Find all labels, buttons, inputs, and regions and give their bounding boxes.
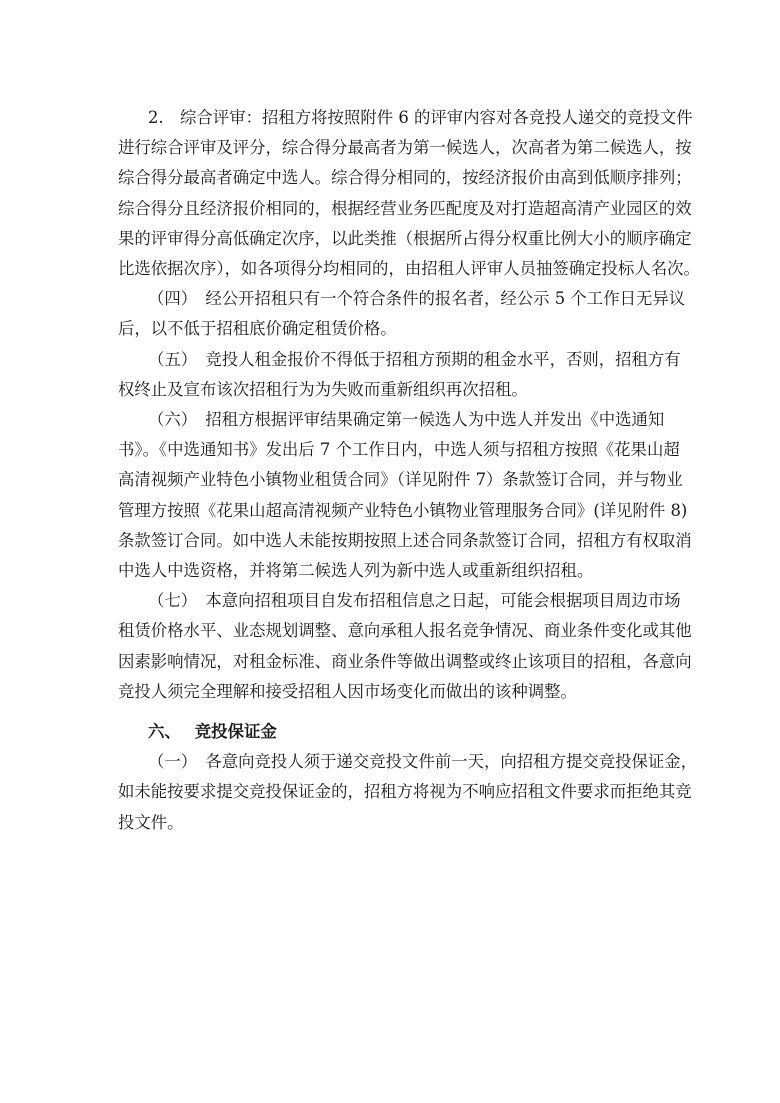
text-line: 2. 综合评审：招租方将按照附件 6 的评审内容对各竞投人递交的竞投文件 xyxy=(148,108,693,127)
text-line: 综合得分最高者确定中选人。综合得分相同的，按经济报价由高到低顺序排列； xyxy=(118,168,692,188)
section-number: 六、 xyxy=(148,722,181,742)
text-line: 果的评审得分高低确定次序，以此类推（根据所占得分权重比例大小的顺序确定 xyxy=(118,228,692,248)
text-line: 综合得分且经济报价相同的，根据经营业务匹配度及对打造超高清产业园区的效 xyxy=(118,198,692,218)
text-line: 书》。《中选通知书》发出后 7 个工作日内，中选人须与招租方按照《花果山超 xyxy=(118,440,680,460)
paragraph-item-5 xyxy=(118,345,681,405)
text-line: 因素影响情况，对租金标准、商业条件等做出调整或终止该项目的招租，各意向 xyxy=(118,651,692,671)
text-line: 中选人中选资格，并将第二候选人列为新中选人或重新组织招租。 xyxy=(118,561,594,581)
text-line: 条款签订合同。如中选人未能按期按照上述合同条款签订合同，招租方有权取消 xyxy=(118,530,692,550)
text-line: （一） 各意向竞投人须于递交竞投文件前一天，向招租方提交竞投保证金， xyxy=(148,752,698,772)
text-line: 后，以不低于招租底价确定租赁价格。 xyxy=(118,319,397,339)
text-line: 进行综合评审及评分，综合得分最高者为第一候选人，次高者为第二候选人，按 xyxy=(118,138,692,158)
section-heading xyxy=(118,717,780,747)
text-line: （五） 竞投人租金报价不得低于招租方预期的租金水平，否则，招租方有 xyxy=(148,349,681,369)
text-line: 如未能按要求提交竞投保证金的，招租方将视为不响应招租文件要求而拒绝其竞 xyxy=(118,782,692,802)
text-line: 比选依据次序），如各项得分均相同的，由招租人评审人员抽签确定投标人名次。 xyxy=(118,259,700,279)
section-title: 竞投保证金 xyxy=(194,722,277,742)
text-line: 权终止及宣布该次招租行为为失败而重新组织再次招租。 xyxy=(118,379,528,399)
text-line: 投文件。 xyxy=(118,812,184,832)
text-line: 管理方按照《花果山超高清视频产业特色小镇物业管理服务合同》(详见附件 8) xyxy=(118,500,688,520)
paragraph-item-6 xyxy=(118,405,692,586)
paragraph-item-4 xyxy=(118,284,686,344)
text-line: （六） 招租方根据评审结果确定第一候选人为中选人并发出《中选通知 xyxy=(148,410,665,430)
paragraph-item-7 xyxy=(118,586,692,707)
text-line: 竞投人须完全理解和接受招租人因市场变化而做出的该种调整。 xyxy=(118,681,577,701)
text-line: 租赁价格水平、业态规划调整、意向承租人报名竞争情况、商业条件变化或其他 xyxy=(118,621,692,641)
text-line: 高清视频产业特色小镇物业租赁合同》（详见附件 7）条款签订合同，并与物业 xyxy=(118,470,683,490)
text-line: （四） 经公开招租只有一个符合条件的报名者，经公示 5 个工作日无异议 xyxy=(148,289,686,309)
text-line: （七） 本意向招租项目自发布招租信息之日起，可能会根据项目周边市场 xyxy=(148,591,681,611)
paragraph-comprehensive-review xyxy=(118,103,700,284)
paragraph-deposit-item-1 xyxy=(118,747,698,838)
